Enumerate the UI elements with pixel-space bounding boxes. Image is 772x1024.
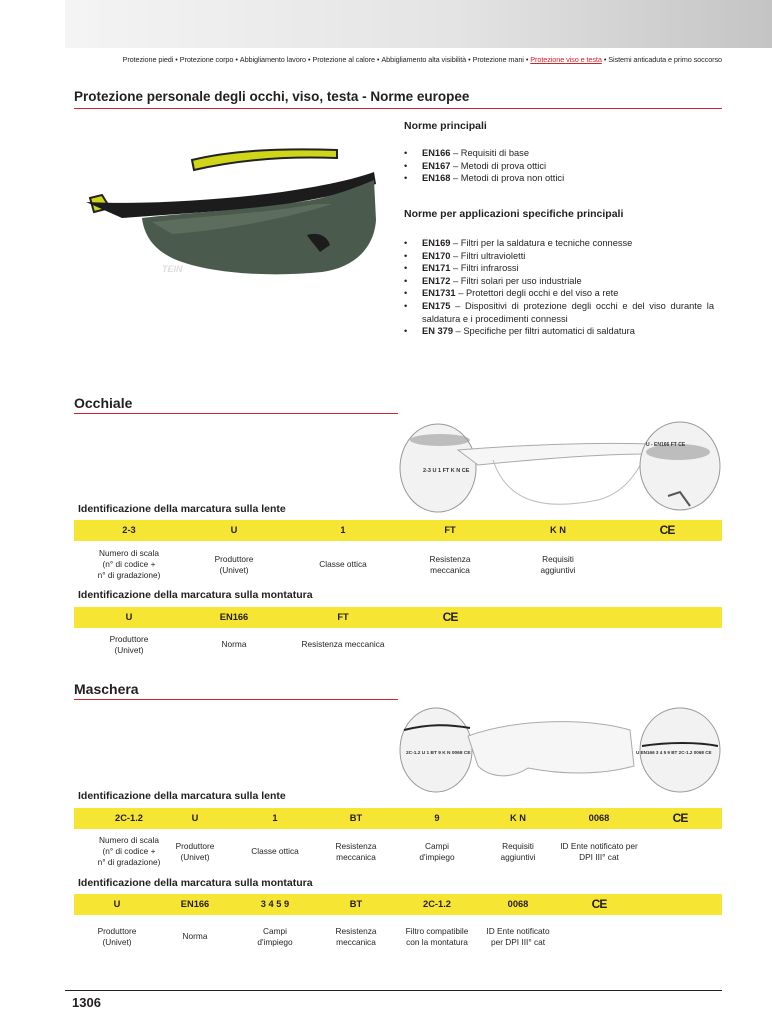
norm-item <box>404 237 714 250</box>
breadcrumb-separator: • <box>307 55 311 64</box>
marking-code: 1 <box>272 813 278 823</box>
norme-specifiche-title: Norme per applicazioni specifiche principali <box>404 208 624 220</box>
marking-description: Produttore (Univet) <box>175 840 215 862</box>
maschera-divider <box>74 699 398 700</box>
marking-code: U <box>125 612 133 622</box>
marking-code: K N <box>509 813 526 823</box>
marking-description: Filtro compatibile con la montatura <box>405 925 469 947</box>
breadcrumb-separator: • <box>468 55 471 64</box>
occhiale-montatura-title: Identificazione della marcatura sulla montatura <box>78 589 313 601</box>
maschera-marking-image <box>398 706 722 796</box>
marking-code: EN166 <box>219 612 249 622</box>
norm-code: EN171 <box>422 263 451 274</box>
marking-code: U <box>230 525 238 535</box>
ce-mark-icon: CE <box>659 523 675 537</box>
occhiale-divider <box>74 413 398 414</box>
marking-code: 2C-1.2 <box>115 813 143 823</box>
marking-code: BT <box>349 813 363 823</box>
norm-code: EN166 <box>422 148 451 158</box>
maschera-montatura-title: Identificazione della marcatura sulla montatura <box>78 877 313 889</box>
breadcrumb-link[interactable]: Protezione mani <box>472 55 524 64</box>
marking-description: ID Ente notificato per DPI III° cat <box>560 840 638 862</box>
occhiale-montatura-codes <box>74 607 722 628</box>
ce-mark-icon: CE <box>672 811 688 825</box>
frame-marking-label: U EN166 3 4 5 9 BT 2C-1.2 0068 CE <box>636 750 712 755</box>
norm-item <box>404 300 714 325</box>
norm-item <box>404 160 714 173</box>
marking-description: Resistenza meccanica <box>301 639 385 649</box>
norm-code: EN172 <box>422 275 451 286</box>
breadcrumb-separator: • <box>376 55 380 64</box>
occhiale-lente-codes <box>74 520 722 541</box>
norm-item <box>404 147 714 160</box>
breadcrumb-link[interactable]: Protezione viso e testa <box>530 55 602 64</box>
norm-code: EN175 <box>422 300 451 311</box>
marking-description: Resistenza meccanica <box>335 925 377 947</box>
breadcrumb <box>0 55 722 64</box>
marking-code: 2-3 <box>122 525 136 535</box>
occhiale-title: Occhiale <box>74 395 133 411</box>
header-band <box>65 0 772 48</box>
norm-description: – Filtri ultravioletti <box>450 250 526 261</box>
norm-description: – Filtri per la saldatura e tecniche connesse <box>450 238 633 248</box>
marking-description: Produttore (Univet) <box>214 553 254 575</box>
breadcrumb-separator: • <box>175 55 178 64</box>
marking-description: Numero di scala (n° di codice + n° di gradazione) <box>97 548 161 580</box>
footer-divider <box>65 990 722 991</box>
ce-mark-icon: CE <box>591 897 607 911</box>
marking-description: ID Ente notificato per DPI III° cat <box>486 925 550 947</box>
norm-item <box>404 262 714 275</box>
occhiale-lente-title: Identificazione della marcatura sulla lente <box>78 503 286 515</box>
frame-marking-label: U - EN166 FT CE <box>646 442 686 448</box>
marking-description: Classe ottica <box>319 559 367 569</box>
breadcrumb-separator: • <box>525 55 529 64</box>
marking-description: Norma <box>182 931 208 941</box>
marking-code: BT <box>349 899 363 909</box>
marking-code: U <box>191 813 199 823</box>
norm-item <box>404 250 714 263</box>
norm-item <box>404 172 714 185</box>
breadcrumb-link[interactable]: Protezione corpo <box>179 55 234 64</box>
norm-description: – Dispositivi di protezione degli occhi e del viso durante la saldatura e i procedimenti connessi <box>422 300 714 324</box>
marking-description: Produttore (Univet) <box>97 925 137 947</box>
norm-code: EN1731 <box>422 288 456 299</box>
norm-description: – Specifiche per filtri automatici di saldatura <box>453 326 635 337</box>
marking-code: 1 <box>340 525 346 535</box>
maschera-title: Maschera <box>74 681 139 697</box>
occhiale-marking-image <box>398 420 722 520</box>
norm-code: EN169 <box>422 238 451 248</box>
marking-code: U <box>113 899 121 909</box>
maschera-lente-title: Identificazione della marcatura sulla lente <box>78 790 286 802</box>
marking-code: FT <box>444 525 456 535</box>
marking-code: 9 <box>434 813 440 823</box>
breadcrumb-link[interactable]: Protezione al calore <box>312 55 375 64</box>
marking-description: Campi d'impiego <box>419 840 455 862</box>
breadcrumb-separator: • <box>235 55 238 64</box>
marking-code: 0068 <box>588 813 610 823</box>
breadcrumb-link[interactable]: Protezione piedi <box>122 55 174 64</box>
marking-description: Requisiti aggiuntivi <box>540 553 576 575</box>
marking-description: Campi d'impiego <box>257 925 293 947</box>
maschera-montatura-codes <box>74 894 722 915</box>
marking-description: Resistenza meccanica <box>335 840 377 862</box>
safety-glasses-image <box>82 140 392 285</box>
marking-description: Produttore (Univet) <box>109 633 149 655</box>
norm-description: – Requisiti di base <box>450 148 529 158</box>
marking-description: Requisiti aggiuntivi <box>500 840 536 862</box>
norm-item <box>404 287 714 300</box>
marking-description: Classe ottica <box>251 846 299 856</box>
ce-mark-icon: CE <box>442 610 458 624</box>
norm-description: – Metodi di prova ottici <box>450 160 547 171</box>
marking-code: FT <box>337 612 349 622</box>
norm-code: EN 379 <box>422 326 454 337</box>
norme-principali-title: Norme principali <box>404 120 487 132</box>
norm-description: – Protettori degli occhi e del viso a rete <box>455 288 619 299</box>
marking-code: 2C-1.2 <box>423 899 451 909</box>
marking-code: EN166 <box>180 899 210 909</box>
breadcrumb-separator: • <box>603 55 607 64</box>
norm-description: – Filtri infrarossi <box>450 263 519 274</box>
marking-description: Resistenza meccanica <box>429 553 471 575</box>
norme-principali-list <box>404 147 714 185</box>
breadcrumb-link[interactable]: Abbigliamento alta visibilità <box>381 55 467 64</box>
norme-specifiche-list <box>404 237 714 338</box>
breadcrumb-link[interactable]: Sistemi anticaduta e primo soccorso <box>608 55 722 64</box>
norm-description: – Metodi di prova non ottici <box>450 173 565 184</box>
brand-logo: TEIN <box>162 264 183 274</box>
marking-code: 3 4 5 9 <box>260 899 290 909</box>
norm-code: EN168 <box>422 173 451 184</box>
norm-item <box>404 275 714 288</box>
norm-item <box>404 325 714 338</box>
page-number: 1306 <box>72 995 101 1010</box>
breadcrumb-link[interactable]: Abbigliamento lavoro <box>239 55 306 64</box>
maschera-lente-codes <box>74 808 722 829</box>
marking-description: Norma <box>221 639 247 649</box>
marking-code: K N <box>549 525 566 535</box>
marking-description: Numero di scala (n° di codice + n° di gradazione) <box>97 835 161 867</box>
page-title: Protezione personale degli occhi, viso, testa - Norme europee <box>74 89 470 104</box>
lens-marking-label: 2-3 U 1 FT K N CE <box>423 468 470 474</box>
marking-code: 0068 <box>507 899 529 909</box>
lens-marking-label: 2C-1.2 U 1 BT 9 K N 0068 CE <box>406 751 471 756</box>
norm-code: EN167 <box>422 160 451 171</box>
norm-description: – Filtri solari per uso industriale <box>450 275 582 286</box>
norm-code: EN170 <box>422 250 451 261</box>
title-divider <box>74 108 722 109</box>
